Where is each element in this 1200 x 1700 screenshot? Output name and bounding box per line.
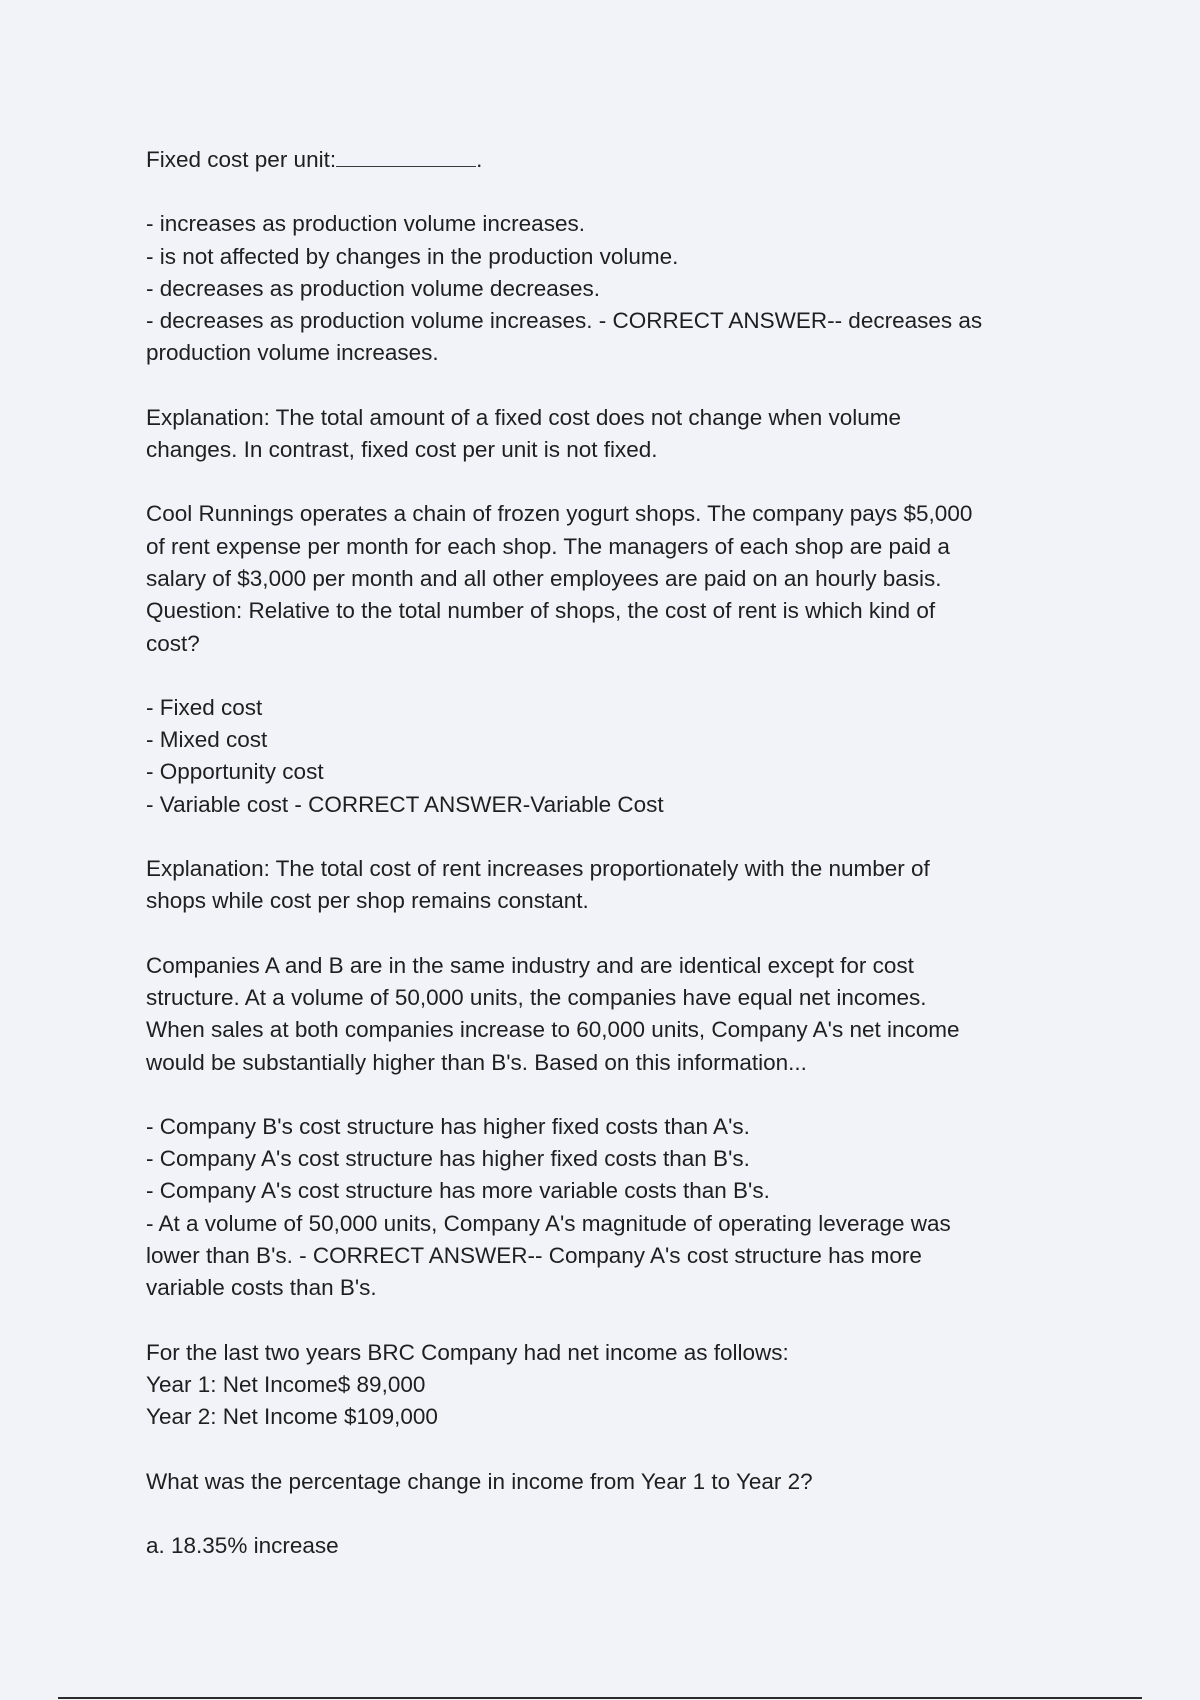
option: - Fixed cost xyxy=(146,694,263,720)
question-line: would be substantially higher than B's. Based on this information... xyxy=(146,1049,807,1075)
spacer xyxy=(146,466,1076,498)
explanation-line: Explanation: The total cost of rent increases proportionately with the number of xyxy=(146,856,930,882)
spacer xyxy=(146,1434,1076,1466)
question-1-prompt-end: . xyxy=(476,147,483,172)
explanation-line: Explanation: The total amount of a fixed cost does not change when volume xyxy=(146,404,902,430)
document-body xyxy=(146,144,1076,1562)
option: variable costs than B's. xyxy=(146,1275,377,1301)
option: - Variable cost - CORRECT ANSWER-Variable Cost xyxy=(146,791,664,817)
spacer xyxy=(146,370,1076,402)
option: - Company A's cost structure has more variable costs than B's. xyxy=(146,1178,770,1204)
question-line: What was the percentage change in income from Year 1 to Year 2? xyxy=(146,1468,813,1494)
option: - Company B's cost structure has higher fixed costs than A's. xyxy=(146,1113,750,1139)
question-intro-line: Year 1: Net Income$ 89,000 xyxy=(146,1371,426,1397)
spacer xyxy=(146,821,1076,853)
option: - Opportunity cost xyxy=(146,759,324,785)
question-line: When sales at both companies increase to 60,000 units, Company A's net income xyxy=(146,1017,960,1043)
option: production volume increases. xyxy=(146,340,439,366)
option: - decreases as production volume increases. - CORRECT ANSWER-- decreases as xyxy=(146,308,983,334)
spacer xyxy=(146,1079,1076,1111)
option: lower than B's. - CORRECT ANSWER-- Company A's cost structure has more xyxy=(146,1243,922,1269)
spacer xyxy=(146,1305,1076,1337)
answer-blank xyxy=(336,146,476,167)
explanation-line: shops while cost per shop remains constant. xyxy=(146,888,589,914)
spacer xyxy=(146,660,1076,692)
option: - decreases as production volume decreases. xyxy=(146,275,600,301)
option: - increases as production volume increases. xyxy=(146,211,585,237)
question-line: structure. At a volume of 50,000 units, the companies have equal net incomes. xyxy=(146,984,927,1010)
page-bottom-rule xyxy=(58,1697,1142,1699)
option: - At a volume of 50,000 units, Company A's magnitude of operating leverage was xyxy=(146,1210,951,1236)
question-line: Cool Runnings operates a chain of frozen yogurt shops. The company pays $5,000 xyxy=(146,501,973,527)
question-intro-line: Year 2: Net Income $109,000 xyxy=(146,1404,438,1430)
question-line: cost? xyxy=(146,630,200,656)
option: - Company A's cost structure has higher fixed costs than B's. xyxy=(146,1146,750,1172)
question-1-prompt xyxy=(146,144,1076,176)
question-intro-line: For the last two years BRC Company had net income as follows: xyxy=(146,1339,789,1365)
explanation-line: changes. In contrast, fixed cost per unit is not fixed. xyxy=(146,437,658,463)
spacer xyxy=(146,1498,1076,1530)
question-1-prompt-text: Fixed cost per unit: xyxy=(146,147,337,172)
option: a. 18.35% increase xyxy=(146,1532,339,1558)
option: - is not affected by changes in the production volume. xyxy=(146,243,679,269)
spacer xyxy=(146,176,1076,208)
option: - Mixed cost xyxy=(146,727,268,753)
question-line: of rent expense per month for each shop. The managers of each shop are paid a xyxy=(146,533,950,559)
question-line: Question: Relative to the total number of shops, the cost of rent is which kind of xyxy=(146,598,936,624)
spacer xyxy=(146,918,1076,950)
question-line: salary of $3,000 per month and all other employees are paid on an hourly basis. xyxy=(146,565,942,591)
question-line: Companies A and B are in the same industry and are identical except for cost xyxy=(146,952,914,978)
